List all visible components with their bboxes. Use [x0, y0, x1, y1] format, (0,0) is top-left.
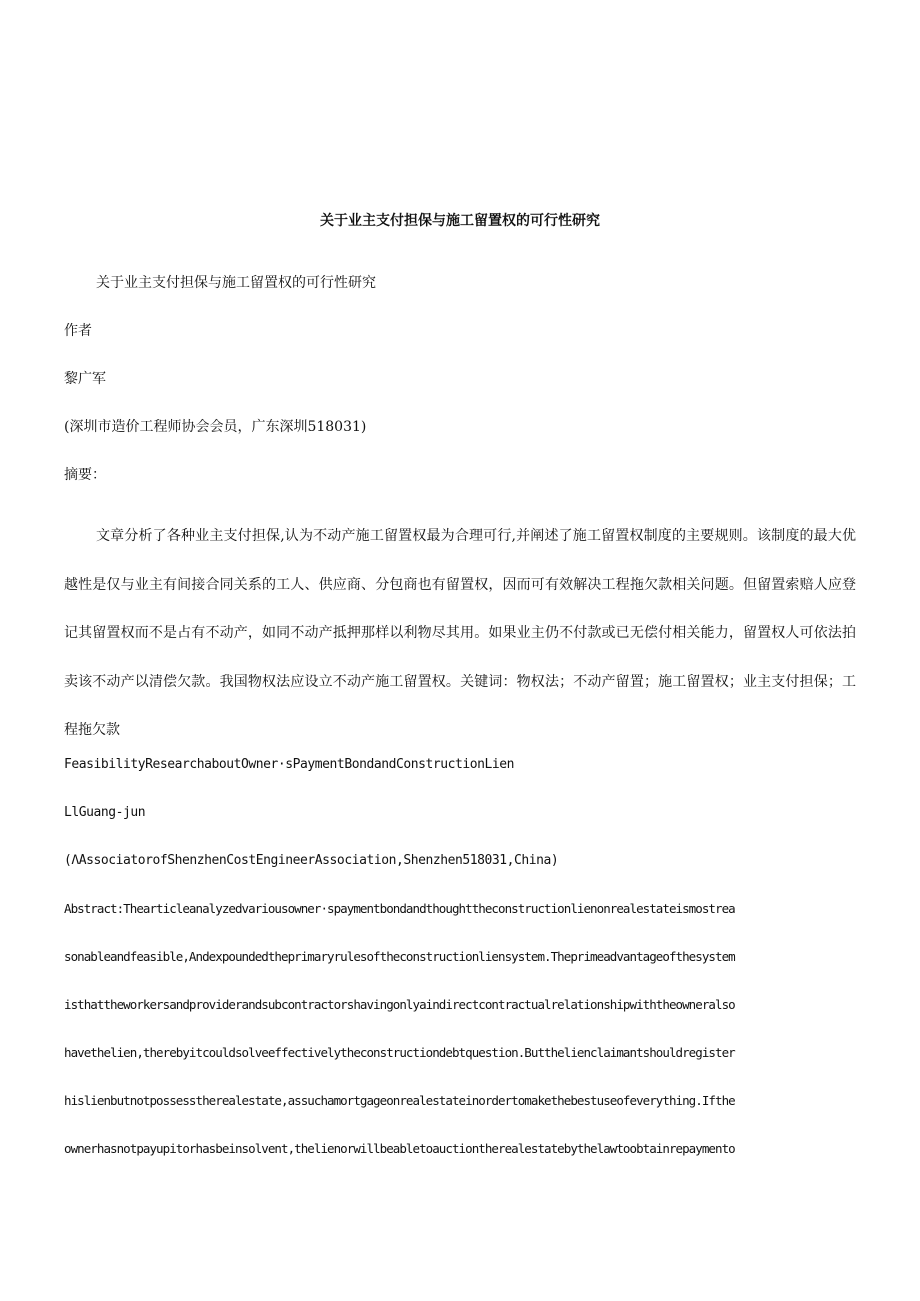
english-abstract-line: Abstract:Thearticleanalyzedvariousowner·spaymentbondandthoughttheconstructionlienonrealestateismostrea: [64, 901, 735, 916]
author-affiliation: (深圳市造价工程师协会会员，广东深圳518031): [64, 419, 367, 435]
english-abstract-line: hislienbutnotpossesstherealestate,assuchamortgageonrealestateinordertomakethebestuseofeverything.Ifthe: [64, 1093, 735, 1108]
english-author: LlGuang-jun: [64, 805, 146, 820]
author-label: 作者: [64, 323, 92, 339]
abstract-label: 摘要：: [64, 467, 106, 483]
document-subtitle: 关于业主支付担保与施工留置权的可行性研究: [96, 275, 376, 291]
english-abstract-line: ownerhasnotpayupitorhasbeinsolvent,thelienorwillbeabletoauctiontherealestatebythelawtoobtainrepaymento: [64, 1141, 735, 1156]
abstract-chinese: 文章分析了各种业主支付担保,认为不动产施工留置权最为合理可行,并阐述了施工留置权制度的主要规则。该制度的最大优越性是仅与业主有间接合同关系的工人、供应商、分包商也有留置权，因而可有效解决工程拖欠款相关问题。但留置索赔人应登记其留置权而不是占有不动产，如同不动产抵押那样以利物尽其用。如果业主仍不付款或已无偿付相关能力，留置权人可依法拍卖该不动产以清偿欠款。我国物权法应设立不动产施工留置权。关键词：物权法；不动产留置；施工留置权；业主支付担保；工程拖欠款: [64, 528, 856, 738]
english-abstract-line: havethelien,therebyitcouldsolveeffectivelytheconstructiondebtquestion.Butthelienclaimantshouldregister: [64, 1045, 735, 1060]
english-title: FeasibilityResearchaboutOwner·sPaymentBondandConstructionLien: [64, 757, 514, 772]
english-abstract-line: isthattheworkersandproviderandsubcontractorshavingonlyaindirectcontractualrelationshipwiththeowneralso: [64, 997, 735, 1012]
english-affiliation: (ΛAssociatorofShenzhenCostEngineerAssociation,Shenzhen518031,China): [64, 853, 559, 868]
document-heading: 关于业主支付担保与施工留置权的可行性研究: [320, 213, 600, 229]
author-name: 黎广军: [64, 371, 106, 387]
english-abstract-line: sonableandfeasible,Andexpoundedtheprimaryrulesoftheconstructionliensystem.Theprimeadvantageofthesystem: [64, 949, 735, 964]
